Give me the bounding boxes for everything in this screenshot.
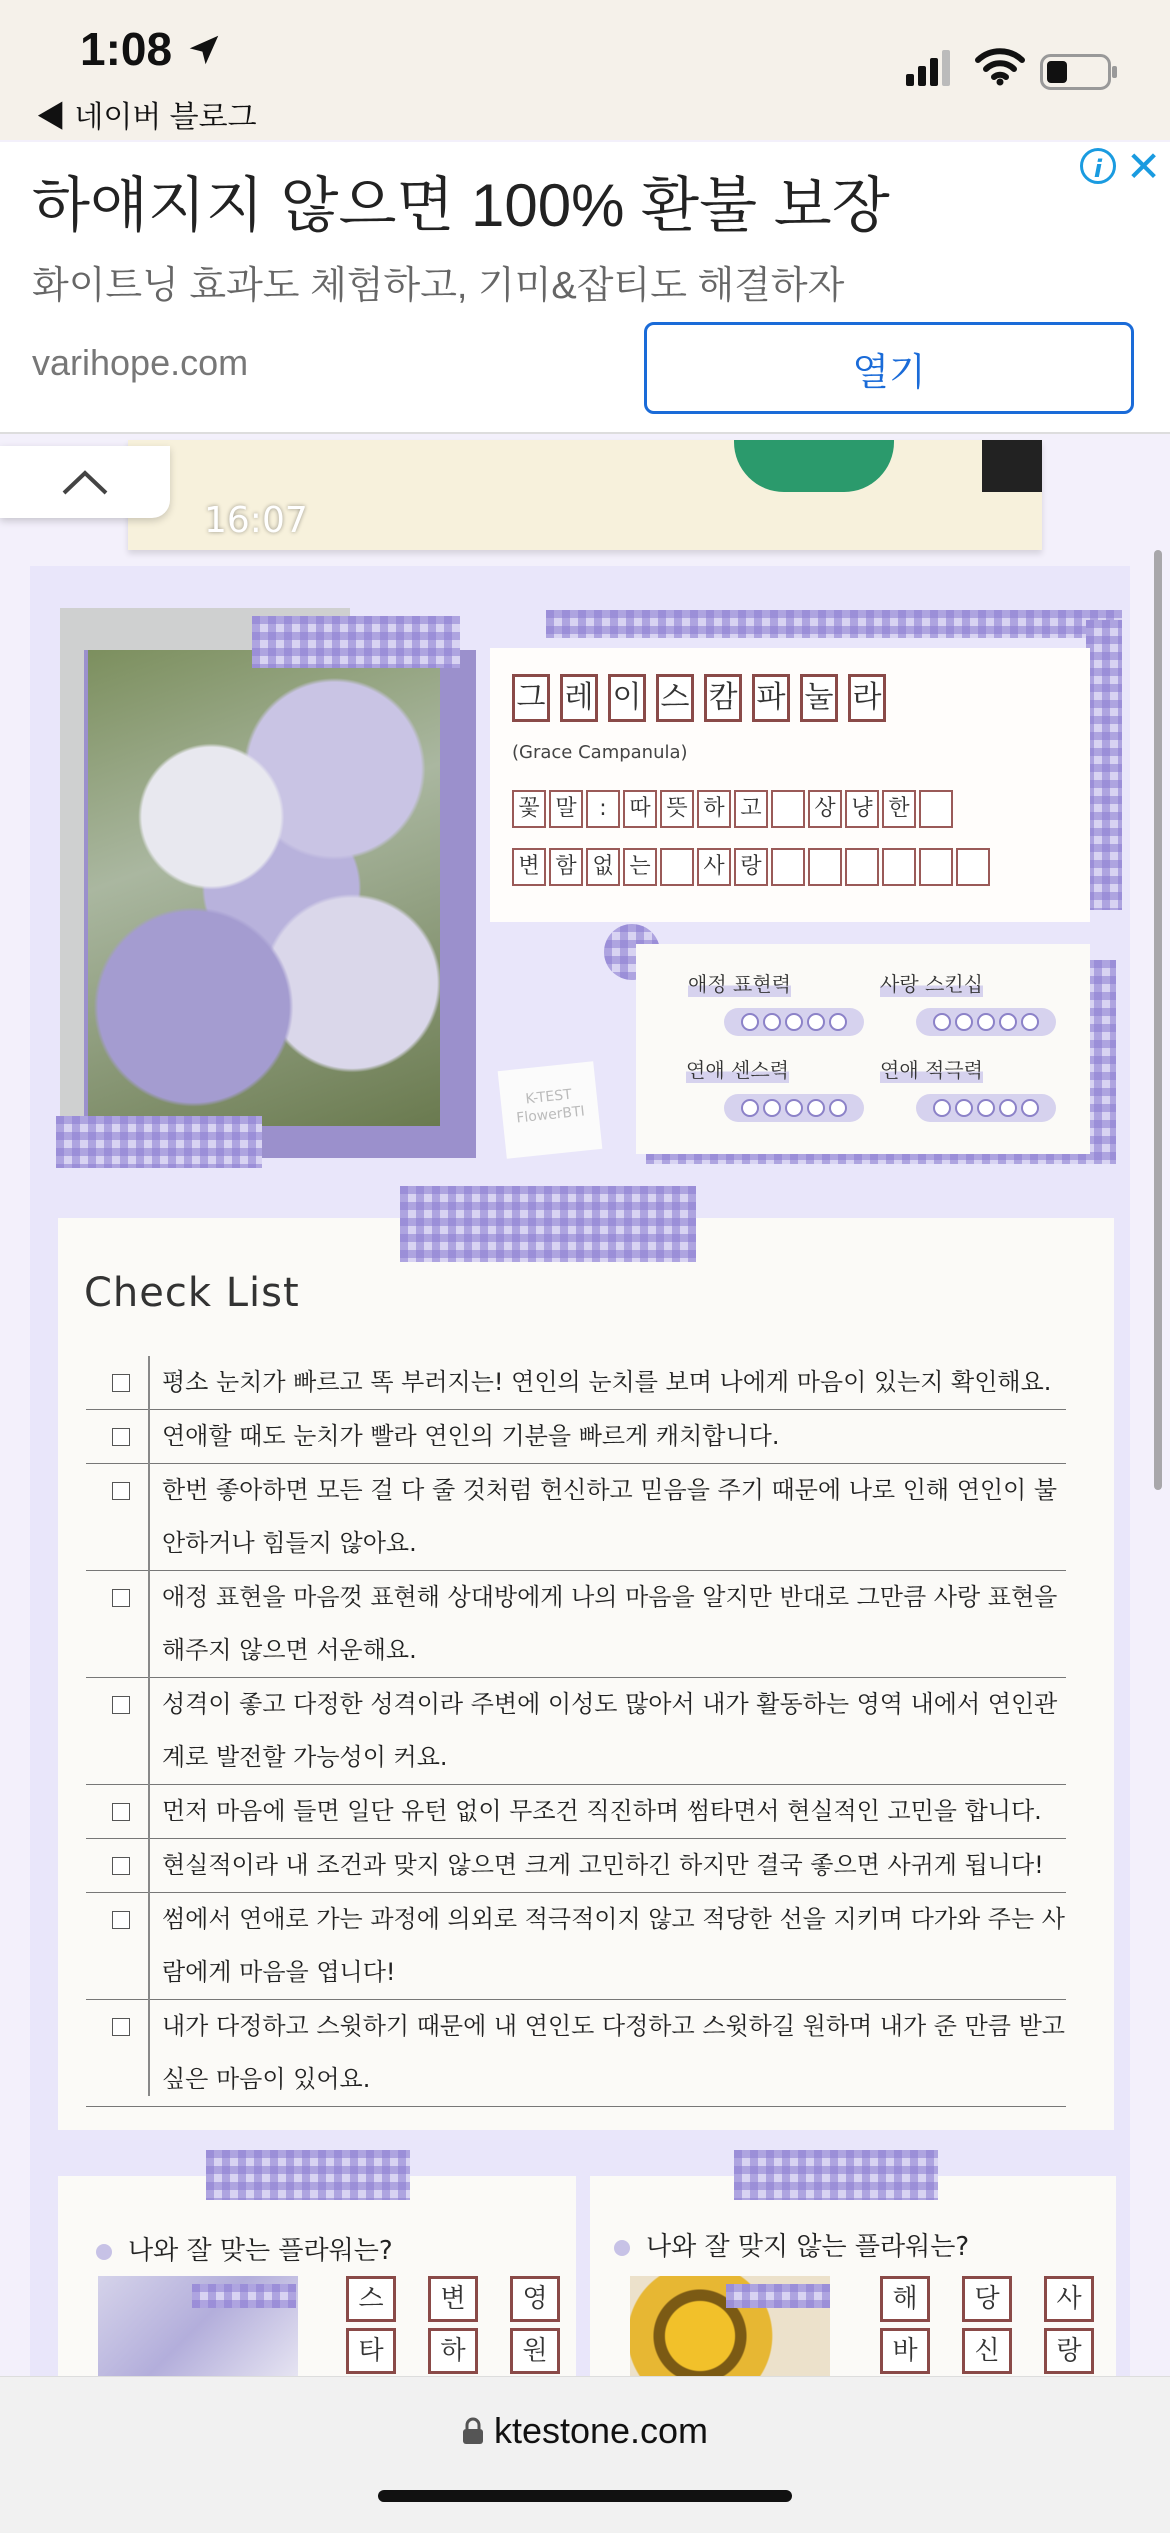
- gingham-tape: [192, 2284, 296, 2308]
- rating-flower-icon: [933, 1099, 951, 1117]
- flower-meaning-cell: 상: [808, 790, 842, 828]
- flower-meaning-cell: 꽃: [512, 790, 546, 828]
- stat-label: 연애 센스력: [686, 1054, 789, 1083]
- wifi-icon: [974, 44, 1026, 86]
- rating-flower-icon: [807, 1099, 825, 1117]
- checkbox[interactable]: [112, 1589, 130, 1607]
- ad-title[interactable]: 하얘지지 않으면 100% 환불 보장: [32, 172, 890, 239]
- flower-meaning-cell: [882, 848, 916, 886]
- checklist-item: [86, 1839, 1066, 1893]
- flower-meaning-cell: [919, 848, 953, 886]
- gingham-tape: [206, 2150, 410, 2200]
- flower-meaning-cell: 랑: [734, 848, 768, 886]
- checklist-title: Check List: [84, 1270, 300, 1316]
- rating-flower-icon: [977, 1099, 995, 1117]
- rating-flower-icon: [829, 1013, 847, 1031]
- rating-flower-icon: [829, 1099, 847, 1117]
- checkbox[interactable]: [112, 1857, 130, 1875]
- flower-meaning-cell: 고: [734, 790, 768, 828]
- flower-name-cell: 캄: [704, 674, 742, 722]
- video-thumbnail-shape: [734, 440, 894, 492]
- checklist-item: [86, 1356, 1066, 1410]
- sticker-text: K-TEST FlowerBTI: [515, 1086, 586, 1127]
- rating-flower-icon: [999, 1099, 1017, 1117]
- flower-meaning-cell: 한: [882, 790, 916, 828]
- ad-url: varihope.com: [32, 342, 249, 383]
- checklist-margin-line: [148, 1356, 150, 2096]
- ad-banner[interactable]: [0, 142, 1170, 434]
- flower-meaning-cell: 따: [623, 790, 657, 828]
- rating-flower-icon: [999, 1013, 1017, 1031]
- flower-meaning-cell: [845, 848, 879, 886]
- nomatch-flower-cell: 랑: [1044, 2328, 1094, 2374]
- nomatch-flower-cell: 당: [962, 2276, 1012, 2322]
- flower-photo: [88, 650, 440, 1126]
- checklist-item: [86, 1410, 1066, 1464]
- match-flower-cell: 하: [428, 2328, 478, 2374]
- match-flower-title: 나와 잘 맞는 플라워는?: [128, 2236, 393, 2266]
- checklist-item: [86, 1785, 1066, 1839]
- checklist-item: [86, 1571, 1066, 1678]
- signal-icon: [906, 50, 952, 86]
- browser-bottom-bar: [0, 2376, 1170, 2533]
- stat-rating: [916, 1094, 1056, 1122]
- checklist-item-text: 연애할 때도 눈치가 빨라 연인의 기분을 빠르게 캐치합니다.: [162, 1422, 780, 1450]
- lock-icon: [462, 2417, 484, 2445]
- address-bar[interactable]: [0, 2410, 1170, 2452]
- checkbox[interactable]: [112, 2018, 130, 2036]
- checklist-item-text: 성격이 좋고 다정한 성격이라 주변에 이성도 많아서 내가 활동하는 영역 내에서 연인관계로 발전할 가능성이 커요.: [162, 1690, 1058, 1771]
- checklist-item-text: 썸에서 연애로 가는 과정에 의외로 적극적이지 않고 적당한 선을 지키며 다가와 주는 사람에게 마음을 엽니다!: [162, 1905, 1065, 1986]
- flower-name-panel: [490, 648, 1090, 922]
- video-thumbnail-dark: [982, 440, 1042, 492]
- gingham-tape: [400, 1186, 696, 1262]
- flower-name-cell: 이: [608, 674, 646, 722]
- match-flower-cell: 타: [346, 2328, 396, 2374]
- info-icon[interactable]: i: [1080, 148, 1116, 184]
- gingham-tape: [1086, 620, 1122, 910]
- rating-flower-icon: [763, 1099, 781, 1117]
- checklist: [86, 1356, 1066, 2107]
- gingham-tape: [726, 2284, 830, 2308]
- scrollbar[interactable]: [1154, 550, 1162, 1490]
- url-text: ktestone.com: [493, 2410, 709, 2451]
- flower-meaning-cell: [771, 848, 805, 886]
- match-flower-heading: [96, 2230, 393, 2267]
- rating-flower-icon: [955, 1099, 973, 1117]
- close-icon[interactable]: ✕: [1126, 142, 1162, 191]
- flower-meaning-cell: 없: [586, 848, 620, 886]
- collapse-button[interactable]: [0, 446, 170, 518]
- checkbox[interactable]: [112, 1374, 130, 1392]
- nomatch-flower-cell: 사: [1044, 2276, 1094, 2322]
- flower-meaning-cell: 사: [697, 848, 731, 886]
- rating-flower-icon: [785, 1099, 803, 1117]
- rating-flower-icon: [763, 1013, 781, 1031]
- flower-meaning-cell: 는: [623, 848, 657, 886]
- checkbox[interactable]: [112, 1696, 130, 1714]
- bullet-dot: [614, 2240, 630, 2256]
- bullet-dot: [96, 2244, 112, 2260]
- gingham-tape: [56, 1116, 262, 1168]
- stat-rating: [724, 1094, 864, 1122]
- nomatch-flower-heading: [614, 2226, 969, 2263]
- chevron-up-icon: [60, 467, 110, 497]
- flower-meaning-cell: 말: [549, 790, 583, 828]
- nomatch-flower-cell: 해: [880, 2276, 930, 2322]
- checklist-item-text: 현실적이라 내 조건과 맞지 않으면 크게 고민하긴 하지만 결국 좋으면 사귀게 됩니다!: [162, 1851, 1044, 1879]
- rating-flower-icon: [1021, 1099, 1039, 1117]
- flower-name-cell: 라: [848, 674, 886, 722]
- checkbox[interactable]: [112, 1803, 130, 1821]
- checklist-item: [86, 1464, 1066, 1571]
- rating-flower-icon: [741, 1099, 759, 1117]
- clock: [80, 22, 223, 76]
- flower-meaning-cell: [808, 848, 842, 886]
- stat-label: 연애 적극력: [880, 1054, 983, 1083]
- stat-label: 사랑 스킨십: [880, 968, 983, 997]
- match-flower-cell: 영: [510, 2276, 560, 2322]
- gingham-tape: [546, 610, 1122, 638]
- stat-label: 애정 표현력: [688, 968, 791, 997]
- ad-subtitle: 화이트닝 효과도 체험하고, 기미&잡티도 해결하자: [32, 265, 845, 307]
- home-indicator[interactable]: [378, 2490, 792, 2502]
- flower-meaning-cell: [771, 790, 805, 828]
- clock-text: 1:08: [80, 23, 173, 75]
- rating-flower-icon: [977, 1013, 995, 1031]
- flower-name-cell: 그: [512, 674, 550, 722]
- rating-flower-icon: [933, 1013, 951, 1031]
- flower-meaning-cell: 뜻: [660, 790, 694, 828]
- flower-meaning-cell: [956, 848, 990, 886]
- checklist-item-text: 평소 눈치가 빠르고 똑 부러지는! 연인의 눈치를 보며 나에게 마음이 있는지 확인해요.: [162, 1368, 1052, 1396]
- flower-name-cell: 레: [560, 674, 598, 722]
- gingham-tape: [252, 616, 460, 668]
- checkbox[interactable]: [112, 1482, 130, 1500]
- flower-meaning-cell: :: [586, 790, 620, 828]
- video-timestamp: 16:07: [204, 500, 308, 541]
- rating-flower-icon: [807, 1013, 825, 1031]
- flower-meaning-cell: [660, 848, 694, 886]
- nomatch-flower-cell: 바: [880, 2328, 930, 2374]
- checklist-item-text: 먼저 마음에 들면 일단 유턴 없이 무조건 직진하며 썸타면서 현실적인 고민을 합니다.: [162, 1797, 1042, 1825]
- rating-flower-icon: [1021, 1013, 1039, 1031]
- back-to-app-link[interactable]: ◀ 네이버 블로그: [36, 101, 257, 134]
- rating-flower-icon: [785, 1013, 803, 1031]
- checklist-item-text: 한번 좋아하면 모든 걸 다 줄 것처럼 헌신하고 믿음을 주기 때문에 나로 인해 연인이 불안하거나 힘들지 않아요.: [162, 1476, 1058, 1557]
- checklist-item: [86, 2000, 1066, 2107]
- gingham-tape: [734, 2150, 938, 2200]
- flower-meaning-cell: [919, 790, 953, 828]
- nomatch-flower-title: 나와 잘 맞지 않는 플라워는?: [646, 2232, 970, 2262]
- ktest-sticker: [498, 1061, 603, 1159]
- flower-meaning-cell: 변: [512, 848, 546, 886]
- checkbox[interactable]: [112, 1911, 130, 1929]
- location-arrow-icon: [185, 31, 223, 69]
- flower-name-cell: 스: [656, 674, 694, 722]
- rating-flower-icon: [955, 1013, 973, 1031]
- checklist-item: [86, 1893, 1066, 2000]
- ad-open-button[interactable]: 열기: [644, 322, 1134, 414]
- flower-english-name: (Grace Campanula): [512, 742, 688, 763]
- checklist-item-text: 애정 표현을 마음껏 표현해 상대방에게 나의 마음을 알지만 반대로 그만큼 사랑 표현을 해주지 않으면 서운해요.: [162, 1583, 1058, 1664]
- checklist-item-text: 내가 다정하고 스윗하기 때문에 내 연인도 다정하고 스윗하길 원하며 내가 준 만큼 받고 싶은 마음이 있어요.: [162, 2012, 1065, 2093]
- rating-flower-icon: [741, 1013, 759, 1031]
- battery-icon: [1040, 54, 1118, 90]
- checklist-item: [86, 1678, 1066, 1785]
- flower-meaning-cell: 함: [549, 848, 583, 886]
- video-player[interactable]: [128, 440, 1042, 550]
- flower-name-cell: 파: [752, 674, 790, 722]
- nomatch-flower-cell: 신: [962, 2328, 1012, 2374]
- flower-meaning-cell: 냥: [845, 790, 879, 828]
- stat-rating: [724, 1008, 864, 1036]
- flower-name-cell: 눌: [800, 674, 838, 722]
- checkbox[interactable]: [112, 1428, 130, 1446]
- match-flower-cell: 원: [510, 2328, 560, 2374]
- stat-rating: [916, 1008, 1056, 1036]
- match-flower-cell: 스: [346, 2276, 396, 2322]
- flower-meaning-cell: 하: [697, 790, 731, 828]
- match-flower-cell: 변: [428, 2276, 478, 2322]
